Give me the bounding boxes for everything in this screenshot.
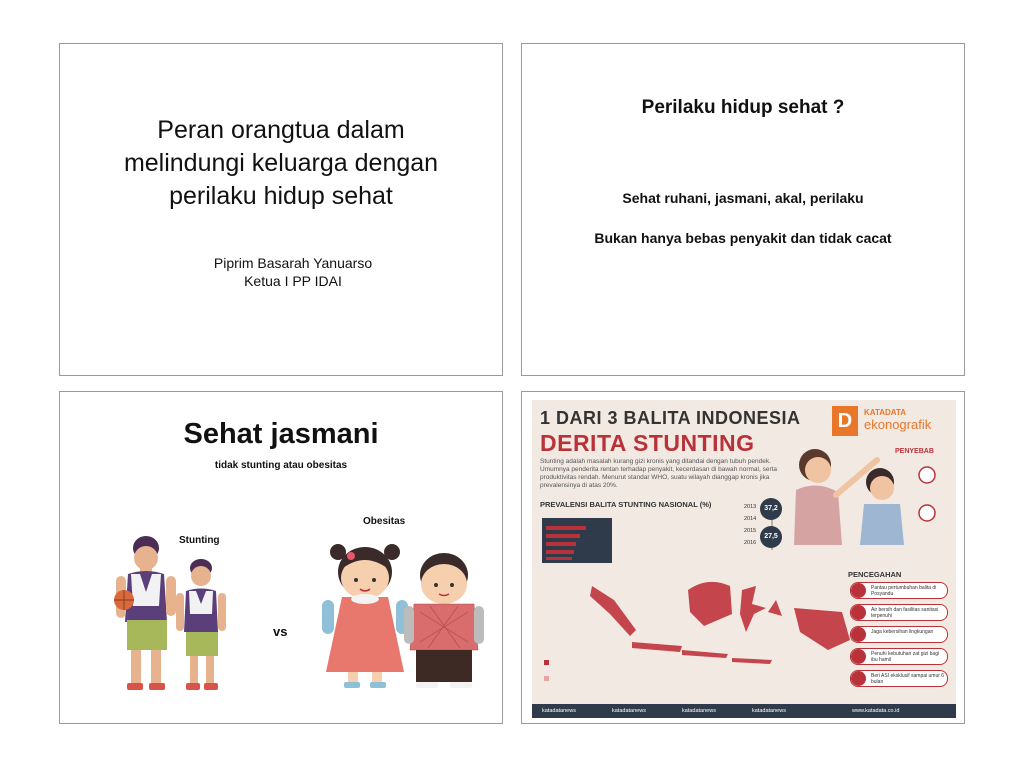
author-block bbox=[60, 254, 502, 290]
prevention-item-3: Jaga kebersihan lingkungan bbox=[850, 626, 948, 643]
infographic-intro-text: Stunting adalah masalah kurang gizi kronis yang ditandai dengan tubuh pendek. Umumnya penderita rentan terhadap penyakit, kecerdasan di bawah normal, serta produktivitas rendah. Menurut standar WHO, suatu wilayah dianggap kronis jika prevalensinya di atas 20%. bbox=[540, 458, 778, 489]
website-url: www.katadata.co.id bbox=[852, 708, 900, 714]
prevention-icon bbox=[851, 649, 866, 664]
stat-2013-bubble: 37,2 bbox=[760, 498, 782, 520]
author-role: Ketua I PP IDAI bbox=[244, 273, 342, 289]
legend-below-marker bbox=[544, 676, 549, 681]
instagram-handle: katadatanews bbox=[682, 708, 716, 714]
pencegahan-heading: PENCEGAHAN bbox=[848, 570, 902, 579]
slide-4-stunting-infographic[interactable] bbox=[521, 391, 965, 724]
katadata-logo-icon: D bbox=[832, 406, 858, 436]
infographic-headline: 1 DARI 3 BALITA INDONESIA bbox=[540, 408, 801, 428]
prevention-item-4: Penuhi kebutuhan zat gizi bagi ibu hamil bbox=[850, 648, 948, 665]
obese-boy-figure bbox=[404, 553, 484, 688]
obese-girl-figure bbox=[322, 544, 408, 688]
prevention-icon bbox=[851, 627, 866, 642]
year-2013: 2013 bbox=[744, 504, 757, 510]
tall-boy-figure bbox=[114, 536, 176, 690]
parent-child-illustration bbox=[794, 449, 935, 545]
title-line-2: melindungi keluarga dengan bbox=[123, 149, 439, 177]
infographic-subheadline: DERITA STUNTING bbox=[540, 430, 755, 456]
slide-title: Perilaku hidup sehat ? bbox=[641, 97, 845, 118]
infographic-footer bbox=[532, 704, 956, 718]
penyebab-heading: PENYEBAB bbox=[895, 448, 934, 455]
slide-3-physical-health[interactable] bbox=[59, 391, 503, 724]
linkedin-handle: katadatanews bbox=[752, 708, 786, 714]
slide-1-title[interactable] bbox=[59, 43, 503, 376]
vs-label: vs bbox=[273, 624, 288, 639]
slide-text-line-1: Sehat ruhani, jasmani, akal, perilaku bbox=[622, 190, 864, 206]
year-2014: 2014 bbox=[744, 516, 757, 522]
stat-2016-bubble: 27,5 bbox=[760, 526, 782, 548]
author-name: Piprim Basarah Yanuarso bbox=[213, 255, 373, 271]
obesitas-label: Obesitas bbox=[363, 516, 406, 527]
legend-above-marker bbox=[544, 660, 549, 665]
slide-title: Sehat jasmani bbox=[183, 418, 379, 450]
prevention-icon bbox=[851, 583, 866, 598]
title-line-1: Peran orangtua dalam bbox=[157, 116, 405, 144]
stunting-infographic bbox=[532, 400, 956, 718]
prevention-item-2: Air bersih dan fasilitas sanitasi terpenuhi bbox=[850, 604, 948, 621]
slide-2-healthy-behavior[interactable] bbox=[521, 43, 965, 376]
asean-comparison-panel bbox=[542, 518, 612, 563]
presentation-title bbox=[60, 114, 502, 213]
ekonografik-brand: ekonografik bbox=[864, 417, 932, 432]
title-line-3: perilaku hidup sehat bbox=[169, 182, 393, 210]
slide-subtitle: tidak stunting atau obesitas bbox=[214, 460, 348, 471]
prevalence-heading: PREVALENSI BALITA STUNTING NASIONAL (%) bbox=[540, 500, 712, 509]
prevention-icon bbox=[851, 671, 866, 686]
prevention-item-5: Beri ASI eksklusif sampai umur 6 bulan bbox=[850, 670, 948, 687]
twitter-handle: katadatanews bbox=[542, 708, 576, 714]
short-boy-figure bbox=[176, 559, 226, 690]
slide-text-line-2: Bukan hanya bebas penyakit dan tidak cacat bbox=[594, 230, 892, 246]
year-2015: 2015 bbox=[744, 528, 757, 534]
prevention-icon bbox=[851, 605, 866, 620]
katadata-brand: KATADATA bbox=[864, 408, 907, 417]
indonesia-map bbox=[590, 582, 850, 664]
prevention-item-1: Pantau pertumbuhan balita di Posyandu bbox=[850, 582, 948, 599]
children-illustration bbox=[60, 392, 503, 724]
year-2016: 2016 bbox=[744, 540, 757, 546]
stunting-label: Stunting bbox=[179, 535, 220, 546]
facebook-handle: katadatanews bbox=[612, 708, 646, 714]
